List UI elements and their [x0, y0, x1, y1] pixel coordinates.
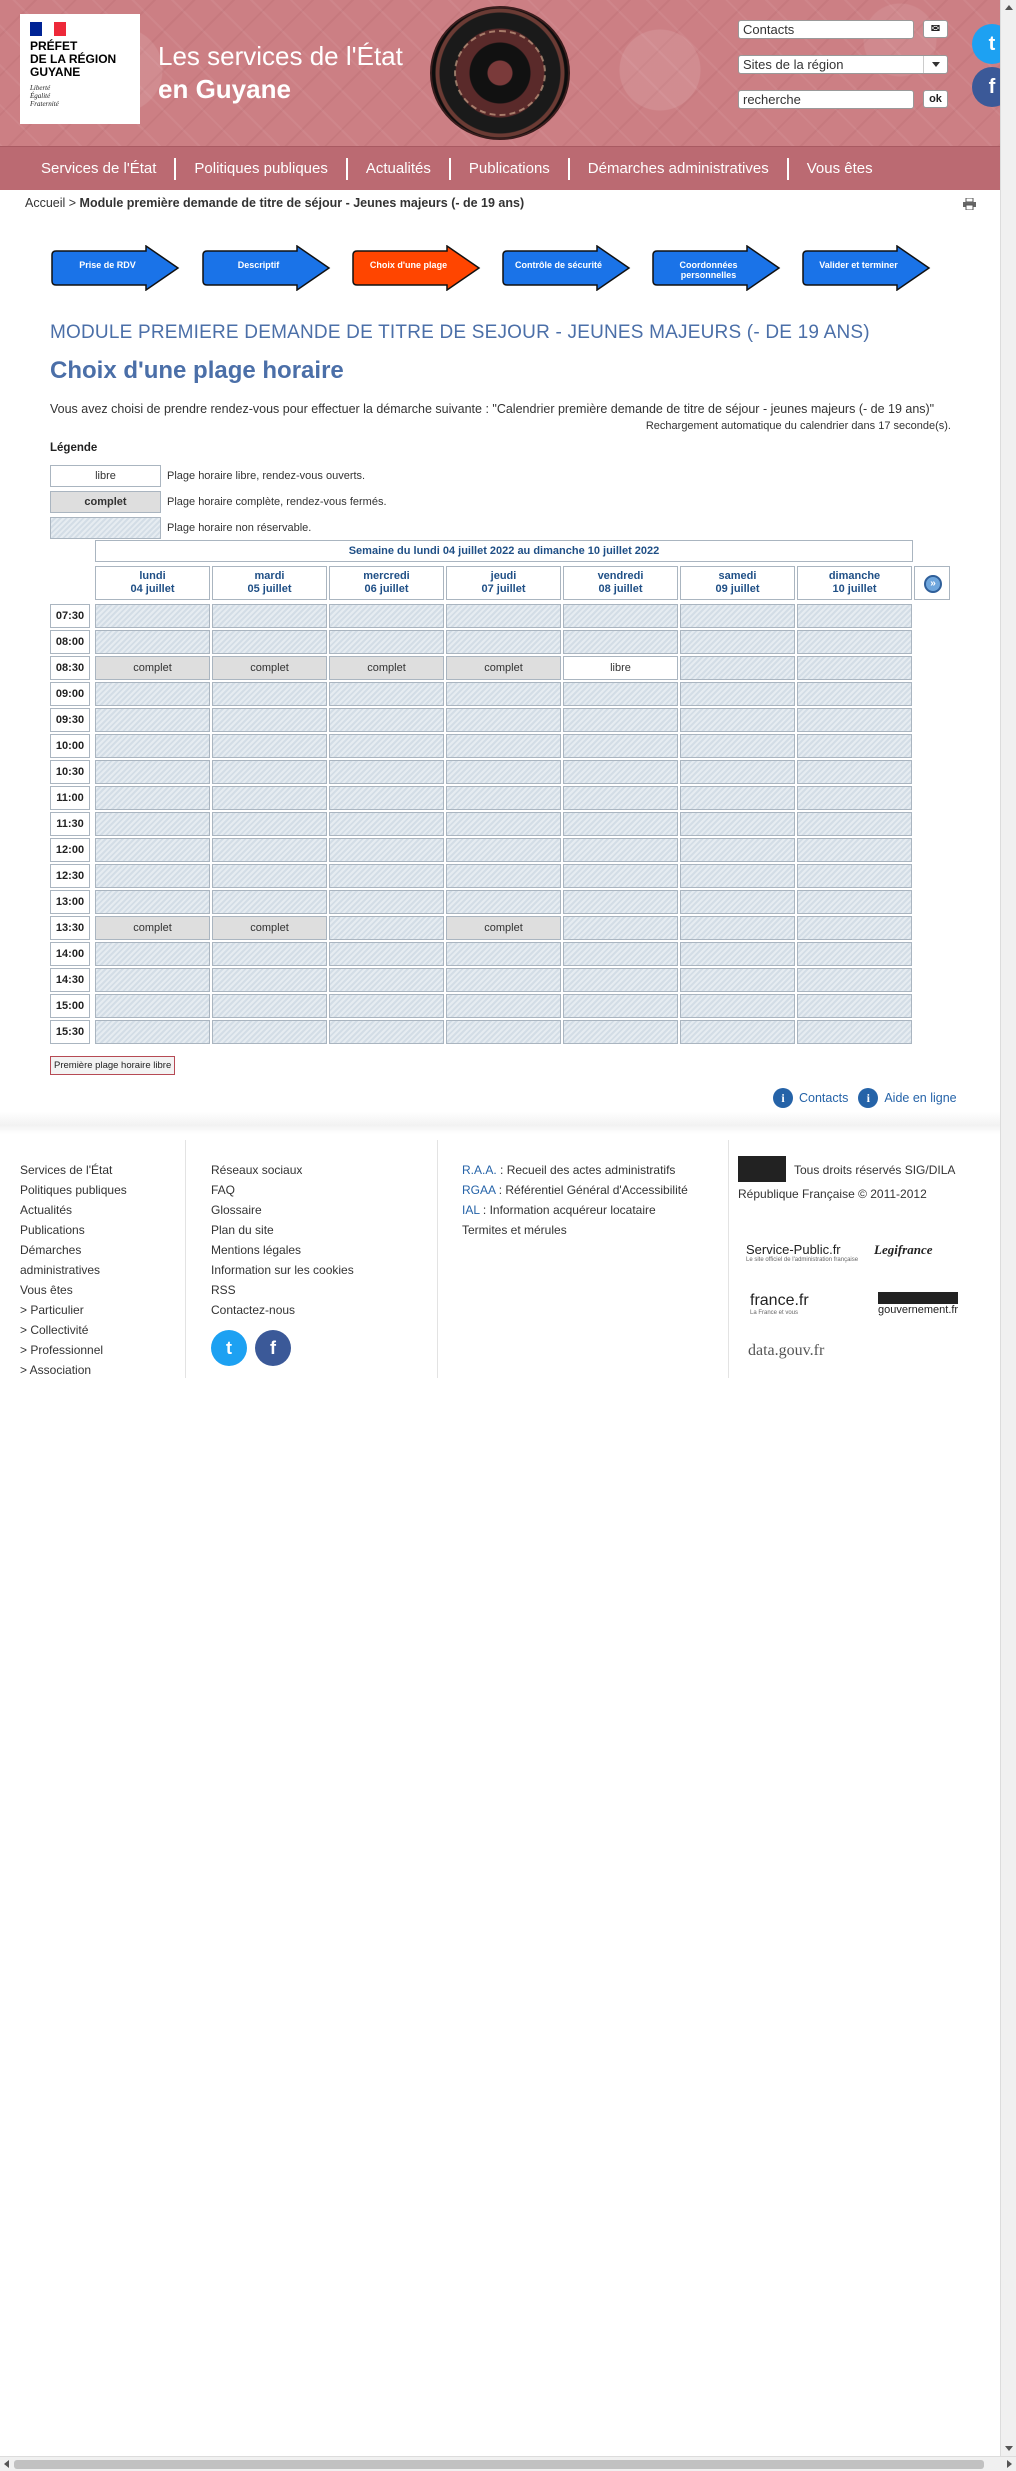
slot-unavailable	[563, 890, 678, 914]
day-header: lundi 04 juillet	[95, 566, 210, 600]
time-label: 10:00	[50, 734, 90, 758]
slot-unavailable	[95, 630, 210, 654]
time-label: 08:30	[50, 656, 90, 680]
contacts-field[interactable]: Contacts	[738, 20, 914, 39]
slot-unavailable	[446, 1020, 561, 1044]
legend-free-box: libre	[50, 465, 161, 487]
slot-unavailable	[797, 838, 912, 862]
footer-link[interactable]: Réseaux sociaux	[211, 1163, 303, 1177]
slot-unavailable	[680, 968, 795, 992]
slot-unavailable	[797, 786, 912, 810]
footer-separator	[728, 1140, 729, 1378]
vertical-scrollbar[interactable]	[1000, 0, 1016, 2456]
slot-unavailable	[212, 1020, 327, 1044]
slot-unavailable	[680, 890, 795, 914]
step-label: Descriptif	[237, 260, 280, 270]
slot-unavailable	[563, 630, 678, 654]
slot-unavailable	[329, 916, 444, 940]
step-label: Coordonnées personnelles	[679, 260, 738, 280]
slot-unavailable	[680, 942, 795, 966]
guyane-emblem	[430, 6, 570, 140]
slot-unavailable	[563, 916, 678, 940]
slot-unavailable	[95, 1020, 210, 1044]
nav-item-demarches[interactable]: Démarches administratives	[570, 158, 789, 180]
footer-divider	[0, 1112, 1000, 1134]
slot-unavailable	[446, 682, 561, 706]
slot-unavailable	[797, 812, 912, 836]
prefet-logo[interactable]	[20, 14, 140, 124]
slot-unavailable	[446, 760, 561, 784]
nav-item-actualites[interactable]: Actualités	[348, 158, 451, 180]
slot-full: complet	[446, 916, 561, 940]
slot-full: complet	[446, 656, 561, 680]
slot-unavailable	[329, 942, 444, 966]
site-header	[0, 0, 1000, 146]
slot-unavailable	[212, 760, 327, 784]
slot-unavailable	[95, 838, 210, 862]
slot-unavailable	[797, 942, 912, 966]
time-label: 07:30	[50, 604, 90, 628]
footer-link[interactable]: FAQ	[211, 1183, 236, 1197]
search-ok-button[interactable]: ok	[923, 90, 948, 108]
search-input[interactable]: recherche	[738, 90, 914, 109]
step-label: Contrôle de sécurité	[514, 260, 603, 270]
slot-unavailable	[680, 916, 795, 940]
time-label: 09:00	[50, 682, 90, 706]
footer-link[interactable]: > Particulier	[20, 1303, 84, 1317]
slot-unavailable	[329, 760, 444, 784]
slot-full: complet	[212, 916, 327, 940]
print-icon[interactable]	[963, 198, 976, 210]
legend-na-text: Plage horaire non réservable.	[167, 522, 312, 534]
slot-full: complet	[95, 916, 210, 940]
footer-col-nav	[20, 1160, 180, 1380]
facebook-icon[interactable]: f	[972, 67, 1000, 107]
slot-unavailable	[446, 838, 561, 862]
mail-icon[interactable]: ✉	[923, 20, 948, 38]
time-label: 13:30	[50, 916, 90, 940]
online-help-link[interactable]: Aide en ligne	[884, 1091, 957, 1105]
republique-francaise-logo	[738, 1156, 786, 1182]
time-label: 14:30	[50, 968, 90, 992]
slot-unavailable	[446, 890, 561, 914]
next-week-icon: »	[924, 575, 942, 593]
legend-title: Légende	[50, 442, 98, 454]
footer-legal-link[interactable]: Termites et mérules	[462, 1223, 567, 1237]
slot-unavailable	[95, 604, 210, 628]
slot-unavailable	[212, 682, 327, 706]
slot-unavailable	[329, 864, 444, 888]
slot-full: complet	[95, 656, 210, 680]
slot-unavailable	[212, 942, 327, 966]
slot-full: complet	[329, 656, 444, 680]
time-label: 15:30	[50, 1020, 90, 1044]
breadcrumb-current: Module première demande de titre de séjour - Jeunes majeurs (- de 19 ans)	[79, 196, 525, 210]
slot-unavailable	[212, 708, 327, 732]
slot-unavailable	[563, 942, 678, 966]
slot-unavailable	[95, 812, 210, 836]
slot-unavailable	[446, 968, 561, 992]
slot-unavailable	[212, 604, 327, 628]
slot-unavailable	[212, 864, 327, 888]
day-header: mercredi 06 juillet	[329, 566, 444, 600]
slot-unavailable	[446, 708, 561, 732]
nav-item-services[interactable]: Services de l'État	[22, 158, 176, 180]
slot-unavailable	[329, 604, 444, 628]
legend-full-box: complet	[50, 491, 161, 513]
slot-unavailable	[797, 734, 912, 758]
chevron-down-icon	[923, 56, 947, 73]
slot-unavailable	[446, 734, 561, 758]
slot-unavailable	[95, 786, 210, 810]
data-gouv-logo[interactable]: data.gouv.fr	[748, 1342, 825, 1359]
time-label: 14:00	[50, 942, 90, 966]
horizontal-scrollbar[interactable]	[0, 2456, 1016, 2471]
logo-motto: Liberté Égalité Fraternité	[30, 84, 59, 108]
slot-unavailable	[563, 838, 678, 862]
legend-free-text: Plage horaire libre, rendez-vous ouverts.	[167, 470, 366, 482]
slot-unavailable	[563, 682, 678, 706]
slot-unavailable	[95, 682, 210, 706]
legend	[50, 465, 387, 543]
procedure-description: Vous avez choisi de prendre rendez-vous pour effectuer la démarche suivante : "Calendrier première demande de titre de séjour - jeunes majeurs (- de 19 ans)"	[50, 402, 935, 416]
slot-unavailable	[797, 656, 912, 680]
slot-unavailable	[212, 994, 327, 1018]
footer-legal-link[interactable]: RGAA : Référentiel Général d'Accessibilité	[462, 1183, 688, 1197]
slot-unavailable	[680, 708, 795, 732]
info-icon: i	[858, 1088, 878, 1108]
footer-link[interactable]: Publications	[20, 1223, 85, 1237]
slot-unavailable	[680, 734, 795, 758]
slot-free[interactable]: libre	[563, 656, 678, 680]
slot-unavailable	[563, 786, 678, 810]
contacts-link[interactable]: Contacts	[799, 1091, 849, 1105]
footer-col-links	[211, 1160, 431, 1366]
slot-unavailable	[797, 994, 912, 1018]
twitter-icon[interactable]: t	[211, 1330, 247, 1366]
slot-unavailable	[329, 968, 444, 992]
slot-unavailable	[680, 786, 795, 810]
footer-link[interactable]: Politiques publiques	[20, 1183, 127, 1197]
slot-unavailable	[797, 968, 912, 992]
slot-unavailable	[563, 812, 678, 836]
slot-unavailable	[95, 864, 210, 888]
slot-unavailable	[797, 682, 912, 706]
slot-unavailable	[680, 682, 795, 706]
slot-unavailable	[680, 838, 795, 862]
time-label: 09:30	[50, 708, 90, 732]
legend-na-box	[50, 517, 161, 539]
slot-unavailable	[212, 968, 327, 992]
slot-unavailable	[329, 1020, 444, 1044]
day-header: samedi 09 juillet	[680, 566, 795, 600]
module-title: MODULE PREMIERE DEMANDE DE TITRE DE SEJOUR - JEUNES MAJEURS (- DE 19 ANS)	[50, 322, 870, 343]
slot-unavailable	[446, 864, 561, 888]
slot-unavailable	[680, 630, 795, 654]
slot-unavailable	[446, 604, 561, 628]
slot-unavailable	[329, 812, 444, 836]
rights-notice: Tous droits réservés SIG/DILA République Française © 2011-2012	[738, 1158, 970, 1204]
first-free-slot-button[interactable]: Première plage horaire libre	[50, 1056, 175, 1075]
progress-steps	[50, 245, 950, 295]
slot-unavailable	[95, 734, 210, 758]
footer-link[interactable]: Contactez-nous	[211, 1303, 296, 1317]
slot-unavailable	[797, 916, 912, 940]
step-1	[50, 245, 180, 291]
slot-unavailable	[797, 1020, 912, 1044]
twitter-icon[interactable]: t	[972, 24, 1000, 64]
slot-unavailable	[95, 760, 210, 784]
page-title: Choix d'une plage horaire	[50, 357, 344, 384]
slot-unavailable	[563, 864, 678, 888]
sites-select[interactable]: Sites de la région	[738, 55, 948, 74]
slot-unavailable	[680, 864, 795, 888]
nav-item-vous-etes[interactable]: Vous êtes	[806, 160, 873, 177]
time-label: 15:00	[50, 994, 90, 1018]
slot-unavailable	[563, 994, 678, 1018]
footer-link[interactable]: Mentions légales	[211, 1243, 302, 1257]
slot-unavailable	[563, 968, 678, 992]
step-label: Prise de RDV	[79, 260, 136, 270]
slot-unavailable	[680, 656, 795, 680]
slot-unavailable	[563, 760, 678, 784]
nav-item-publications[interactable]: Publications	[451, 158, 570, 180]
breadcrumb-home[interactable]: Accueil	[25, 196, 66, 210]
footer-legal-link[interactable]: R.A.A. : Recueil des actes administratifs	[462, 1163, 676, 1177]
slot-unavailable	[212, 890, 327, 914]
time-label: 12:00	[50, 838, 90, 862]
step-6	[801, 245, 931, 291]
info-icon: i	[773, 1088, 793, 1108]
time-label: 08:00	[50, 630, 90, 654]
step-3	[351, 245, 481, 291]
slot-unavailable	[797, 708, 912, 732]
footer-link[interactable]: Actualités	[20, 1203, 73, 1217]
slot-unavailable	[797, 890, 912, 914]
footer-link[interactable]: RSS	[211, 1283, 236, 1297]
footer-link[interactable]: Plan du site	[211, 1223, 274, 1237]
footer-link[interactable]: > Collectivité	[20, 1323, 89, 1337]
breadcrumb: Accueil > Module première demande de titre de séjour - Jeunes majeurs (- de 19 ans)	[25, 196, 525, 210]
slot-unavailable	[329, 682, 444, 706]
slot-unavailable	[329, 630, 444, 654]
footer-legal-link[interactable]: IAL : Information acquéreur locataire	[462, 1203, 656, 1217]
step-2	[201, 245, 331, 291]
logo-title: PRÉFET DE LA RÉGION GUYANE	[30, 39, 117, 79]
slot-unavailable	[446, 994, 561, 1018]
main-nav	[0, 146, 1000, 190]
legend-full-text: Plage horaire complète, rendez-vous fermés.	[167, 496, 387, 508]
slot-unavailable	[680, 812, 795, 836]
footer-link[interactable]: Information sur les cookies	[211, 1263, 354, 1277]
help-links	[773, 1088, 957, 1108]
footer-link[interactable]: Vous êtes	[20, 1283, 73, 1297]
slot-unavailable	[446, 812, 561, 836]
slot-unavailable	[563, 708, 678, 732]
day-header: dimanche 10 juillet	[797, 566, 912, 600]
slot-unavailable	[797, 864, 912, 888]
slot-unavailable	[212, 838, 327, 862]
slot-unavailable	[680, 1020, 795, 1044]
slot-unavailable	[563, 1020, 678, 1044]
day-header: mardi 05 juillet	[212, 566, 327, 600]
slot-unavailable	[95, 708, 210, 732]
step-label: Choix d'une plage	[369, 260, 448, 270]
slot-unavailable	[563, 734, 678, 758]
slot-unavailable	[446, 786, 561, 810]
slot-unavailable	[446, 942, 561, 966]
slot-unavailable	[563, 604, 678, 628]
footer-col-legal	[462, 1160, 722, 1240]
slot-unavailable	[95, 994, 210, 1018]
footer-separator	[185, 1140, 186, 1378]
footer-link[interactable]: Services de l'État	[20, 1163, 113, 1177]
time-label: 11:30	[50, 812, 90, 836]
gouvernement-logo[interactable]: gouvernement.fr	[878, 1292, 958, 1316]
slot-unavailable	[329, 708, 444, 732]
slot-unavailable	[95, 968, 210, 992]
time-label: 10:30	[50, 760, 90, 784]
day-header: jeudi 07 juillet	[446, 566, 561, 600]
nav-item-politiques[interactable]: Politiques publiques	[176, 158, 347, 180]
legifrance-logo[interactable]: Legifrance	[874, 1242, 933, 1257]
slot-unavailable	[446, 630, 561, 654]
slot-unavailable	[212, 734, 327, 758]
slot-unavailable	[329, 890, 444, 914]
footer-link[interactable]: Glossaire	[211, 1203, 262, 1217]
slot-unavailable	[797, 604, 912, 628]
footer-link[interactable]: > Association	[20, 1363, 92, 1377]
slot-unavailable	[329, 994, 444, 1018]
service-public-logo[interactable]: Service-Public.fr Le site officiel de l'administration française	[746, 1242, 859, 1263]
slot-unavailable	[329, 838, 444, 862]
slot-unavailable	[212, 630, 327, 654]
step-5	[651, 245, 781, 291]
slot-full: complet	[212, 656, 327, 680]
reload-countdown: Rechargement automatique du calendrier dans 17 seconde(s).	[645, 420, 951, 432]
time-label: 12:30	[50, 864, 90, 888]
step-4	[501, 245, 631, 291]
slot-unavailable	[329, 786, 444, 810]
time-label: 13:00	[50, 890, 90, 914]
french-flag-icon	[30, 22, 66, 36]
slot-unavailable	[797, 760, 912, 784]
slot-unavailable	[797, 630, 912, 654]
facebook-icon[interactable]: f	[255, 1330, 291, 1366]
step-label: Valider et terminer	[819, 260, 898, 270]
time-label: 11:00	[50, 786, 90, 810]
header-tools	[738, 19, 953, 124]
slot-unavailable	[680, 604, 795, 628]
footer-link[interactable]: administratives	[20, 1263, 101, 1277]
slot-unavailable	[680, 994, 795, 1018]
slot-unavailable	[212, 786, 327, 810]
next-week-button[interactable]	[914, 566, 950, 600]
site-title: Les services de l'État en Guyane	[158, 41, 403, 104]
footer-link[interactable]: Démarches	[20, 1243, 82, 1257]
slot-unavailable	[212, 812, 327, 836]
slot-unavailable	[680, 760, 795, 784]
slot-unavailable	[329, 734, 444, 758]
week-label: Semaine du lundi 04 juillet 2022 au dimanche 10 juillet 2022	[95, 540, 913, 562]
footer-link[interactable]: > Professionnel	[20, 1343, 104, 1357]
slot-unavailable	[95, 942, 210, 966]
france-fr-logo[interactable]: france.fr La France et vous	[750, 1292, 809, 1316]
slot-unavailable	[95, 890, 210, 914]
day-header: vendredi 08 juillet	[563, 566, 678, 600]
footer-separator	[437, 1140, 438, 1378]
